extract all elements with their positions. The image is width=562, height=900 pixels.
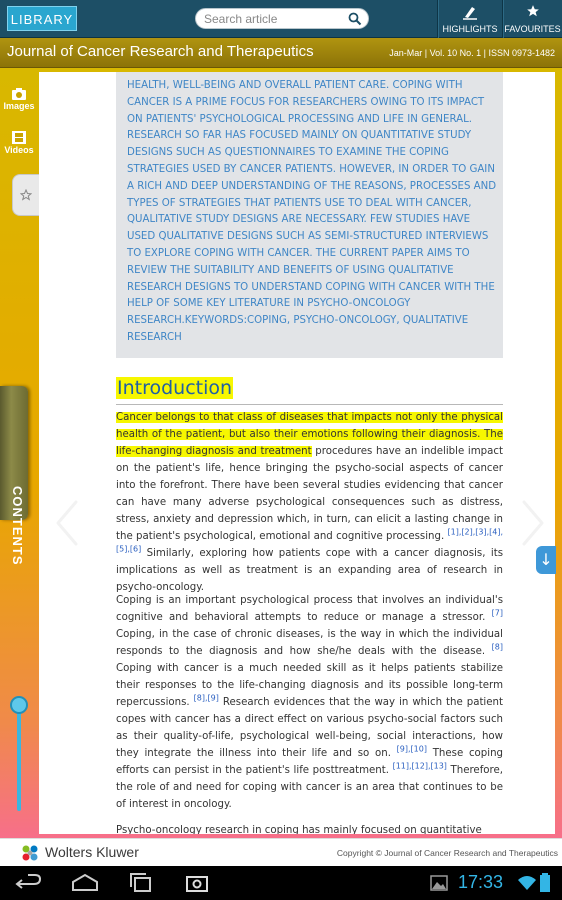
screenshot-icon[interactable] bbox=[182, 872, 212, 894]
home-icon[interactable] bbox=[70, 872, 100, 894]
contents-label: CONTENTS bbox=[10, 486, 25, 566]
paragraph-text: Similarly, exploring how patients cope with a cancer diagnosis, its implications as well as treatment is an expanding area of research in psycho-oncology. bbox=[116, 548, 503, 593]
paragraph-text: Coping, in the case of chronic diseases, is the way in which the individual responds to the diagnosis and how she/he deals with the disease. bbox=[116, 629, 503, 657]
images-button[interactable] bbox=[0, 88, 38, 111]
highlights-tab[interactable] bbox=[438, 0, 502, 38]
previous-page-arrow-icon[interactable] bbox=[52, 498, 82, 548]
arrow-down-icon: ↓ bbox=[539, 550, 553, 569]
wifi-icon bbox=[516, 872, 538, 894]
search-box[interactable] bbox=[195, 8, 369, 29]
videos-button[interactable] bbox=[0, 131, 38, 155]
favourites-label: FAVOURITES bbox=[504, 24, 561, 34]
paragraph bbox=[116, 409, 503, 596]
citation-link[interactable]: [9],[10] bbox=[396, 744, 427, 754]
citation-link[interactable]: [8] bbox=[491, 642, 503, 652]
paragraph bbox=[116, 592, 503, 813]
scroll-down-button[interactable] bbox=[536, 546, 556, 574]
library-button[interactable]: LIBRARY bbox=[7, 6, 77, 31]
paragraph-text: Research evidences that the way in which the patient copes with cancer has a direct effect on various psycho-social factors such as their quality-of-life, psychological well-being, social interactions, how they integrate the illness into their life and so on. bbox=[116, 697, 503, 759]
contents-tab[interactable] bbox=[0, 386, 28, 566]
copyright-text: Copyright © Journal of Cancer Research and Therapeutics bbox=[336, 848, 558, 858]
citation-link[interactable]: [7] bbox=[491, 608, 503, 618]
citation-link[interactable]: [11],[12],[13] bbox=[392, 761, 447, 771]
favourites-tab[interactable] bbox=[503, 0, 562, 38]
journal-title: Journal of Cancer Research and Therapeutics bbox=[7, 43, 314, 60]
system-navigation-bar bbox=[0, 866, 562, 900]
back-icon[interactable] bbox=[14, 872, 44, 894]
page-slider-handle[interactable] bbox=[10, 696, 28, 714]
journal-issue-info: Jan-Mar | Vol. 10 No. 1 | ISSN 0973-1482 bbox=[389, 48, 555, 58]
next-page-arrow-icon[interactable] bbox=[518, 498, 548, 548]
footer bbox=[0, 838, 562, 866]
gallery-notification-icon bbox=[428, 872, 450, 894]
add-favourite-tab[interactable] bbox=[12, 174, 40, 216]
wolters-kluwer-logo bbox=[20, 843, 40, 863]
section-heading: Introduction bbox=[117, 377, 233, 399]
page-slider-track[interactable] bbox=[17, 704, 21, 811]
citation-link[interactable]: [8],[9] bbox=[193, 693, 219, 703]
search-input[interactable] bbox=[204, 11, 344, 27]
top-toolbar bbox=[0, 0, 562, 38]
citation-link[interactable]: [1],[2],[3],[4],[5],[6] bbox=[116, 527, 503, 554]
article-page bbox=[39, 72, 555, 834]
battery-icon bbox=[538, 872, 552, 894]
star-outline-icon bbox=[20, 189, 32, 201]
film-icon bbox=[12, 131, 26, 144]
highlighter-icon bbox=[462, 4, 478, 20]
paragraph-text: Coping is an important psychological process that involves an individual's cognitive and behavioral attempts to reduce or manage a stressor. bbox=[116, 595, 503, 623]
search-icon[interactable] bbox=[348, 12, 362, 26]
star-icon bbox=[526, 4, 540, 18]
highlighted-text[interactable]: Cancer belongs to that class of diseases that impacts not only the physical health of the patient, but also their emotions following their diagnosis. The life-changing diagnosis and treatment bbox=[116, 412, 503, 457]
camera-icon bbox=[12, 88, 26, 100]
section-divider bbox=[116, 404, 503, 405]
paragraph-text: Therefore, the role of and need for coping with cancer is an area that continues to be of interest in oncology. bbox=[116, 765, 503, 810]
recent-apps-icon[interactable] bbox=[126, 872, 156, 894]
left-rail bbox=[0, 68, 38, 838]
paragraph-text: These coping efforts can persist in the patient's life posttreatment. bbox=[116, 748, 503, 776]
abstract-text: HEALTH, WELL-BEING AND OVERALL PATIENT CARE. COPING WITH CANCER IS A PRIME FOCUS FOR RESEARCHERS OWING TO ITS IMPACT ON PATIENTS' PSYCHOLOGICAL PROCESSING AND LIFE IN GENERAL. RESEARCH SO FAR HAS FOCUSED MAINLY ON QUANTITATIVE STUDY DESIGNS SUCH AS QUESTIONNAIRES TO EXAMINE THE COPING STRATEGIES USED BY CANCER PATIENTS. HOWEVER, IN ORDER TO GAIN A RICH AND DEEP UNDERSTANDING OF THE REASONS, PROCESSES AND TYPES OF STRATEGIES THAT PATIENTS USE TO DEAL WITH CANCER, QUALITATIVE STUDY DESIGNS ARE NECESSARY. FEW STUDIES HAVE USED QUALITATIVE DESIGNS SUCH AS SEMI-STRUCTURED INTERVIEWS TO EXPLORE COPING WITH CANCER. THE CURRENT PAPER AIMS TO REVIEW THE SUITABILITY AND BENEFITS OF USING QUALITATIVE RESEARCH DESIGNS TO UNDERSTAND COPING WITH CANCER WITH THE HELP OF SOME KEY LITERATURE IN PSYCHO-ONCOLOGY RESEARCH.KEYWORDS:COPING, PSYCHO-ONCOLOGY, QUALITATIVE RESEARCH bbox=[127, 80, 497, 343]
paragraph-text: procedures have an indelible impact on the patient's life, hence bringing the psycho-social aspects of cancer into the forefront. There have been several studies evidencing that cancer can have many adverse psychological consequences such as distress, stress, anxiety and depression which, in turn, can elicit a lasting change in the patient's psychological, emotional and cognitive processing. bbox=[116, 446, 503, 542]
reader-stage bbox=[0, 68, 562, 838]
images-label: Images bbox=[3, 101, 35, 111]
journal-header bbox=[0, 38, 562, 68]
abstract-box bbox=[116, 72, 503, 358]
status-clock: 17:33 bbox=[458, 872, 504, 892]
publisher-name: Wolters Kluwer bbox=[45, 844, 139, 860]
paragraph: Psycho-oncology research in coping has mainly focused on quantitative bbox=[116, 825, 482, 834]
highlights-label: HIGHLIGHTS bbox=[442, 24, 498, 34]
videos-label: Videos bbox=[4, 145, 34, 155]
paragraph-text: Coping with cancer is a much needed skill as it helps patients stabilize their responses to the life-changing diagnosis and its possible long-term repercussions. bbox=[116, 663, 503, 708]
